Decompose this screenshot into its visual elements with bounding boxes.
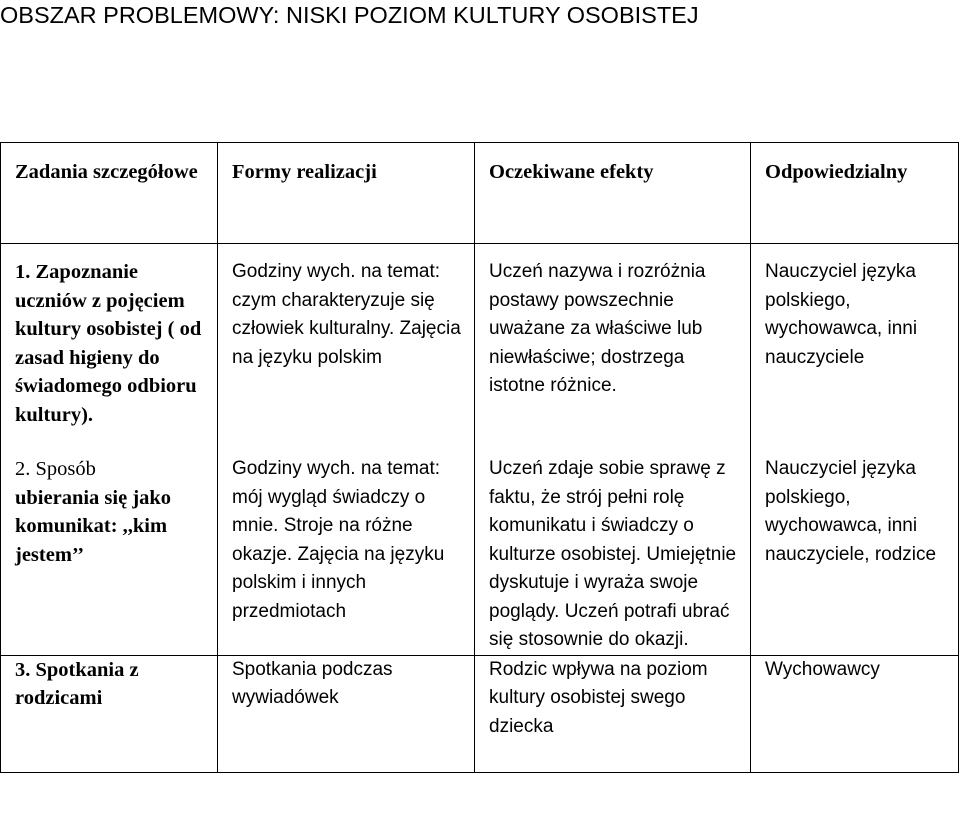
task-2-lead: 2. Sposób bbox=[15, 458, 96, 480]
task-2-text bbox=[15, 455, 207, 569]
table-row bbox=[1, 244, 959, 656]
header-effects: Oczekiwane efekty bbox=[475, 143, 751, 244]
task-cell bbox=[1, 244, 218, 656]
form-cell bbox=[218, 655, 475, 772]
task-cell bbox=[1, 655, 218, 772]
responsible-3-text: Wychowawcy bbox=[765, 658, 880, 680]
responsible-cell bbox=[751, 244, 959, 656]
task-2-rest: ubierania się jako komunikat: ,,kim jestem’’ bbox=[15, 486, 172, 566]
form-3-text: Spotkania podczas wywiadówek bbox=[232, 658, 393, 708]
document-title: OBSZAR PROBLEMOWY: NISKI POZIOM KULTURY OSOBISTEJ bbox=[0, 2, 699, 28]
table-header-row bbox=[1, 143, 959, 244]
task-3-text: 3. Spotkania z rodzicami bbox=[15, 658, 139, 709]
responsible-cell bbox=[751, 655, 959, 772]
effect-cell bbox=[475, 244, 751, 656]
effect-2-text: Uczeń zdaje sobie sprawę z faktu, że strój pełni rolę komunikatu i świadczy o kulturze osobistej. Umiejętnie dyskutuje i wyraża swoje poglądy. Uczeń potrafi ubrać się stosownie do okazji. bbox=[489, 458, 737, 650]
table-row bbox=[1, 655, 959, 772]
header-forms: Formy realizacji bbox=[218, 143, 475, 244]
effect-3-text: Rodzic wpływa na poziom kultury osobistej swego dziecka bbox=[489, 658, 708, 737]
effect-cell bbox=[475, 655, 751, 772]
form-2-text: Godziny wych. na temat: mój wygląd świadczy o mnie. Stroje na różne okazje. Zajęcia na języku polskim i innych przedmiotach bbox=[232, 458, 445, 622]
form-1-text: Godziny wych. na temat: czym charakteryzuje się człowiek kulturalny. Zajęcia na języku polskim bbox=[232, 261, 461, 368]
action-plan-table bbox=[0, 142, 959, 773]
header-tasks: Zadania szczegółowe bbox=[1, 143, 218, 244]
responsible-2-text: Nauczyciel języka polskiego, wychowawca, inni nauczyciele, rodzice bbox=[765, 458, 937, 565]
header-responsible: Odpowiedzialny bbox=[751, 143, 959, 244]
task-1-text: 1. Zapoznanie uczniów z pojęciem kultury osobistej ( od zasad higieny do świadomego odbioru kultury). bbox=[15, 261, 202, 426]
responsible-1-text: Nauczyciel języka polskiego, wychowawca, inni nauczyciele bbox=[765, 261, 918, 368]
effect-1-text: Uczeń nazywa i rozróżnia postawy powszechnie uważane za właściwe lub niewłaściwe; dostrzega istotne różnice. bbox=[489, 261, 706, 396]
form-cell bbox=[218, 244, 475, 656]
